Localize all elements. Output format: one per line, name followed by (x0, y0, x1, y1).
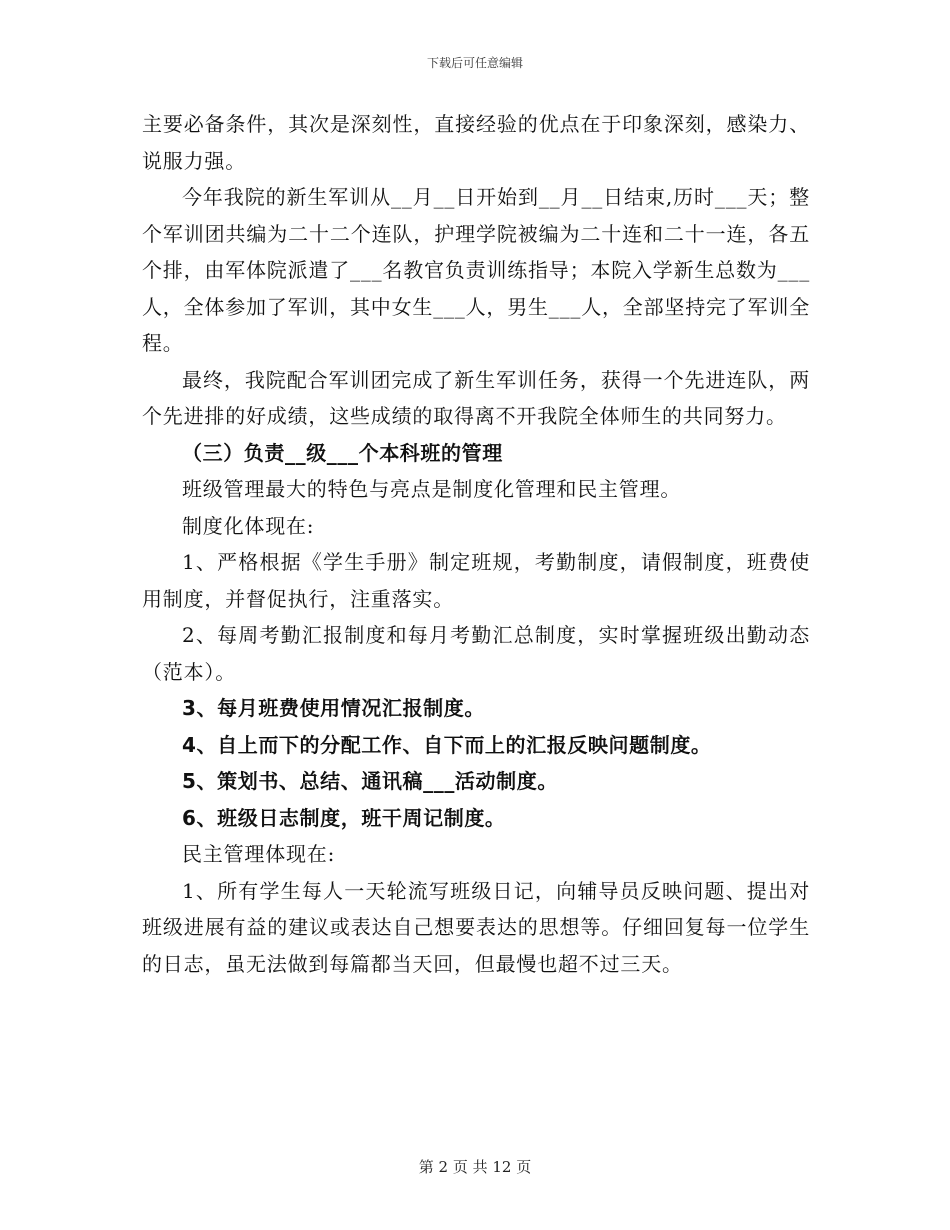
section-heading: （三）负责__级___个本科班的管理 (182, 440, 503, 465)
page-header: 下载后可任意编辑 (426, 56, 523, 70)
list-item-1: 1、严格根据《学生手册》制定班规，考勤制度，请假制度，班费使用制度，并督促执行，注重落实。 (142, 550, 810, 611)
paragraph-2: 今年我院的新生军训从__月__日开始到__月__日结束,历时___天；整个军训团共编为二十二个连队，护理学院被编为二十连和二十一连，各五个排，由军体院派遣了___名教官负责训练指导；本院入学新生总数为___人，全体参加了军训，其中女生___人，男生___人，全部坚持完了军训全程。 (142, 185, 810, 355)
paragraph-13: 民主管理体现在: (182, 842, 336, 866)
page-footer: 第 2 页 共 12 页 (418, 1158, 532, 1176)
paragraph-5: 班级管理最大的特色与亮点是制度化管理和民主管理。 (182, 477, 682, 501)
list-item-2: 2、每周考勤汇报制度和每月考勤汇总制度，实时掌握班级出勤动态（范本）。 (142, 623, 810, 684)
list-item-3: 3、每月班费使用情况汇报制度。 (182, 696, 485, 720)
paragraph-14: 1、所有学生每人一天轮流写班级日记，向辅导员反映问题、提出对班级进展有益的建议或表达自己想要表达的思想等。仔细回复每一位学生的日志，虽无法做到每篇都当天回，但最慢也超不过三天。 (142, 878, 810, 976)
list-item-6: 6、班级日志制度，班干周记制度。 (182, 805, 506, 830)
paragraph-1: 主要必备条件，其次是深刻性，直接经验的优点在于印象深刻，感染力、说服力强。 (142, 112, 810, 173)
list-item-5: 5、策划书、总结、通讯稿___活动制度。 (182, 769, 558, 793)
document-body (142, 106, 810, 982)
paragraph-3: 最终，我院配合军训团完成了新生军训任务，获得一个先进连队，两个先进排的好成绩，这些成绩的取得离不开我院全体师生的共同努力。 (142, 367, 810, 428)
paragraph-6: 制度化体现在: (182, 513, 315, 538)
list-item-4: 4、自上而下的分配工作、自下而上的汇报反映问题制度。 (182, 732, 712, 757)
